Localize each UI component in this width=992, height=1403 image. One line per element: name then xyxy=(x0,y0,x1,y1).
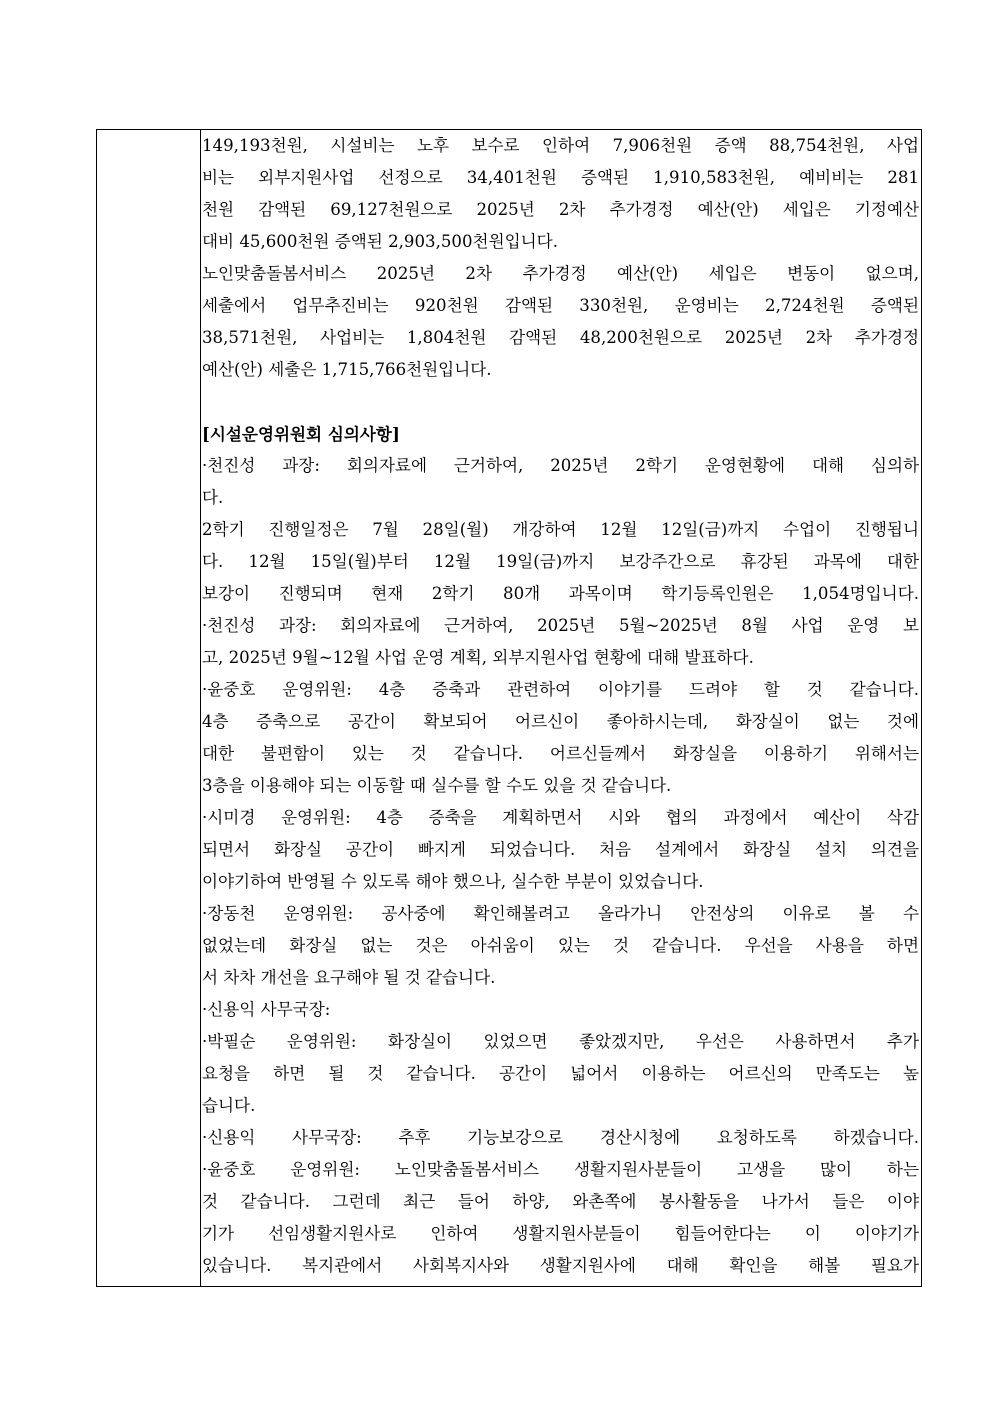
text-line: 고, 2025년 9월~12월 사업 운영 계획, 외부지원사업 현황에 대해 발표하다. xyxy=(202,648,754,667)
text-line: 것 같습니다. 그런데 최근 들어 하양, 와촌쪽에 봉사활동을 나가서 들은 이야 xyxy=(202,1192,919,1211)
section-heading: [시설운영위원회 심의사항] xyxy=(202,424,400,444)
text-line: ·천진성 과장: 회의자료에 근거하여, 2025년 5월~2025년 8월 사업 운영 보 xyxy=(202,616,919,635)
text-line: 비는 외부지원사업 선정으로 34,401천원 증액된 1,910,583천원, 예비비는 281 xyxy=(202,168,919,187)
text-line: ·천진성 과장: 회의자료에 근거하여, 2025년 2학기 운영현황에 대해 심의하 xyxy=(202,456,919,475)
text-line: 이야기하여 반영될 수 있도록 해야 했으나, 실수한 부분이 있었습니다. xyxy=(202,872,704,891)
text-line: 다. 12월 15일(월)부터 12월 19일(금)까지 보강주간으로 휴강된 과목에 대한 xyxy=(202,552,919,571)
text-line: 보강이 진행되며 현재 2학기 80개 과목이며 학기등록인원은 1,054명입니다. xyxy=(202,584,919,603)
text-line: ·시미경 운영위원: 4층 증축을 계획하면서 시와 협의 과정에서 예산이 삭감 xyxy=(202,808,919,827)
text-line: 있습니다. 복지관에서 사회복지사와 생활지원사에 대해 확인을 해볼 필요가 xyxy=(202,1256,919,1275)
text-line: 세출에서 업무추진비는 920천원 감액된 330천원, 운영비는 2,724천원 증액된 xyxy=(202,296,919,315)
text-line: ·박필순 운영위원: 화장실이 있었으면 좋았겠지만, 우선은 사용하면서 추가 xyxy=(202,1032,919,1051)
text-line: ·신용익 사무국장: 추후 기능보강으로 경산시청에 요청하도록 하겠습니다. xyxy=(202,1128,919,1147)
text-line: ·윤중호 운영위원: 4층 증축과 관련하여 이야기를 드려야 할 것 같습니다. xyxy=(202,680,919,699)
text-line: ·신용익 사무국장: xyxy=(202,1000,331,1019)
text-line: 서 차차 개선을 요구해야 될 것 같습니다. xyxy=(202,968,496,987)
text-line: 149,193천원, 시설비는 노후 보수로 인하여 7,906천원 증액 88,754천원, 사업 xyxy=(202,136,919,155)
text-line: 3층을 이용해야 되는 이동할 때 실수를 할 수도 있을 것 같습니다. xyxy=(202,776,672,795)
content-column xyxy=(202,130,921,1286)
text-line: 천원 감액된 69,127천원으로 2025년 2차 추가경정 예산(안) 세입은 기정예산 xyxy=(202,200,919,219)
text-line: 2학기 진행일정은 7월 28일(월) 개강하여 12월 12일(금)까지 수업이 진행됩니 xyxy=(202,520,919,539)
text-line: 예산(안) 세출은 1,715,766천원입니다. xyxy=(202,360,492,379)
text-line: ·장동천 운영위원: 공사중에 확인해볼려고 올라가니 안전상의 이유로 볼 수 xyxy=(202,904,919,923)
text-line: 대한 불편함이 있는 것 같습니다. 어르신들께서 화장실을 이용하기 위해서는 xyxy=(202,744,919,763)
minutes-table xyxy=(96,129,922,1287)
text-line: 없었는데 화장실 없는 것은 아쉬움이 있는 것 같습니다. 우선을 사용을 하면 xyxy=(202,936,919,955)
text-line: 기가 선임생활지원사로 인하여 생활지원사분들이 힘들어한다는 이 이야기가 xyxy=(202,1224,919,1243)
text-line: 되면서 화장실 공간이 빠지게 되었습니다. 처음 설계에서 화장실 설치 의견을 xyxy=(202,840,919,859)
text-line: 38,571천원, 사업비는 1,804천원 감액된 48,200천원으로 2025년 2차 추가경정 xyxy=(202,328,919,347)
text-line: 대비 45,600천원 증액된 2,903,500천원입니다. xyxy=(202,232,558,251)
text-line: 노인맞춤돌봄서비스 2025년 2차 추가경정 예산(안) 세입은 변동이 없으며, xyxy=(202,264,919,283)
text-line: 습니다. xyxy=(202,1096,256,1115)
text-line: 4층 증축으로 공간이 확보되어 어르신이 좋아하시는데, 화장실이 없는 것에 xyxy=(202,712,919,731)
blank-line xyxy=(202,386,919,418)
label-column xyxy=(97,130,201,1286)
text-line: 다. xyxy=(202,488,224,507)
text-line: ·윤중호 운영위원: 노인맞춤돌봄서비스 생활지원사분들이 고생을 많이 하는 xyxy=(202,1160,919,1179)
text-line: 요청을 하면 될 것 같습니다. 공간이 넓어서 이용하는 어르신의 만족도는 높 xyxy=(202,1064,919,1083)
